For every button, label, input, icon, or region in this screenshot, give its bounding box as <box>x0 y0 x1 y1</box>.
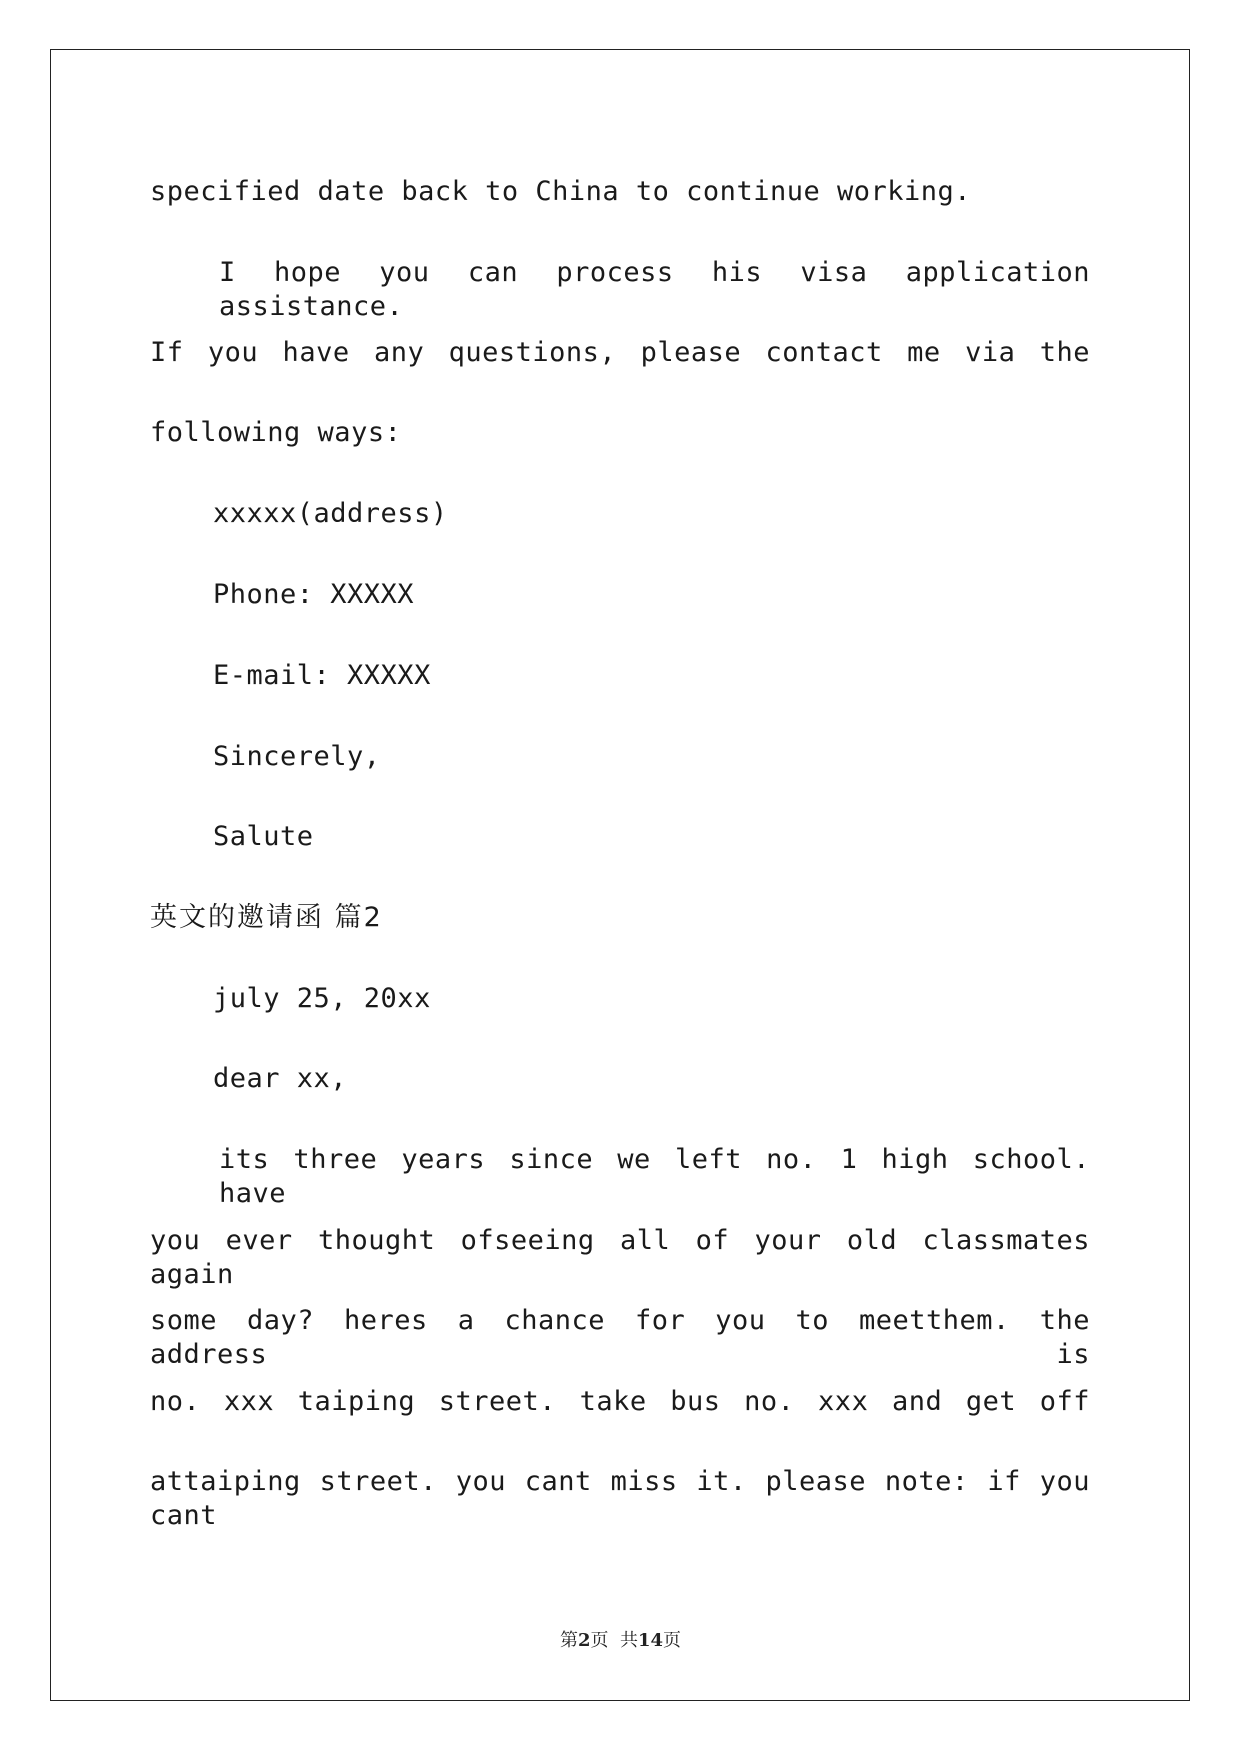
section-heading: 英文的邀请函 篇2 <box>150 902 383 933</box>
paragraph-line: If you have any questions, please contact me via the <box>150 337 1090 368</box>
salutation-line: dear xx, <box>213 1063 348 1094</box>
paragraph-line: some day? heres a chance for you to meetthem. the address is <box>150 1305 1090 1370</box>
signature-line: Salute <box>213 821 314 852</box>
footer-total-pages: 14 <box>637 1630 664 1651</box>
paragraph-line: I hope you can process his visa application assistance. <box>219 257 1090 322</box>
footer-mid: 页 共 <box>590 1630 638 1651</box>
footer-suffix: 页 <box>663 1630 682 1651</box>
paragraph-line: no. xxx taiping street. take bus no. xxx and get off <box>150 1386 1090 1417</box>
text-line: specified date back to China to continue working. <box>150 176 972 207</box>
phone-line: Phone: XXXXX <box>213 579 415 610</box>
footer-page-number: 2 <box>577 1630 591 1651</box>
address-line: xxxxx(address) <box>213 498 448 529</box>
paragraph-line: attaiping street. you cant miss it. please note: if you cant <box>150 1466 1090 1531</box>
page-footer <box>0 1626 1241 1652</box>
paragraph-line: you ever thought ofseeing all of your old classmates again <box>150 1225 1090 1290</box>
closing-line: Sincerely, <box>213 741 381 772</box>
footer-prefix: 第 <box>559 1630 578 1651</box>
paragraph-line: its three years since we left no. 1 high school. have <box>219 1144 1090 1209</box>
text-line: following ways: <box>150 417 402 448</box>
date-line: july 25, 20xx <box>213 983 431 1014</box>
email-line: E-mail: XXXXX <box>213 660 431 691</box>
